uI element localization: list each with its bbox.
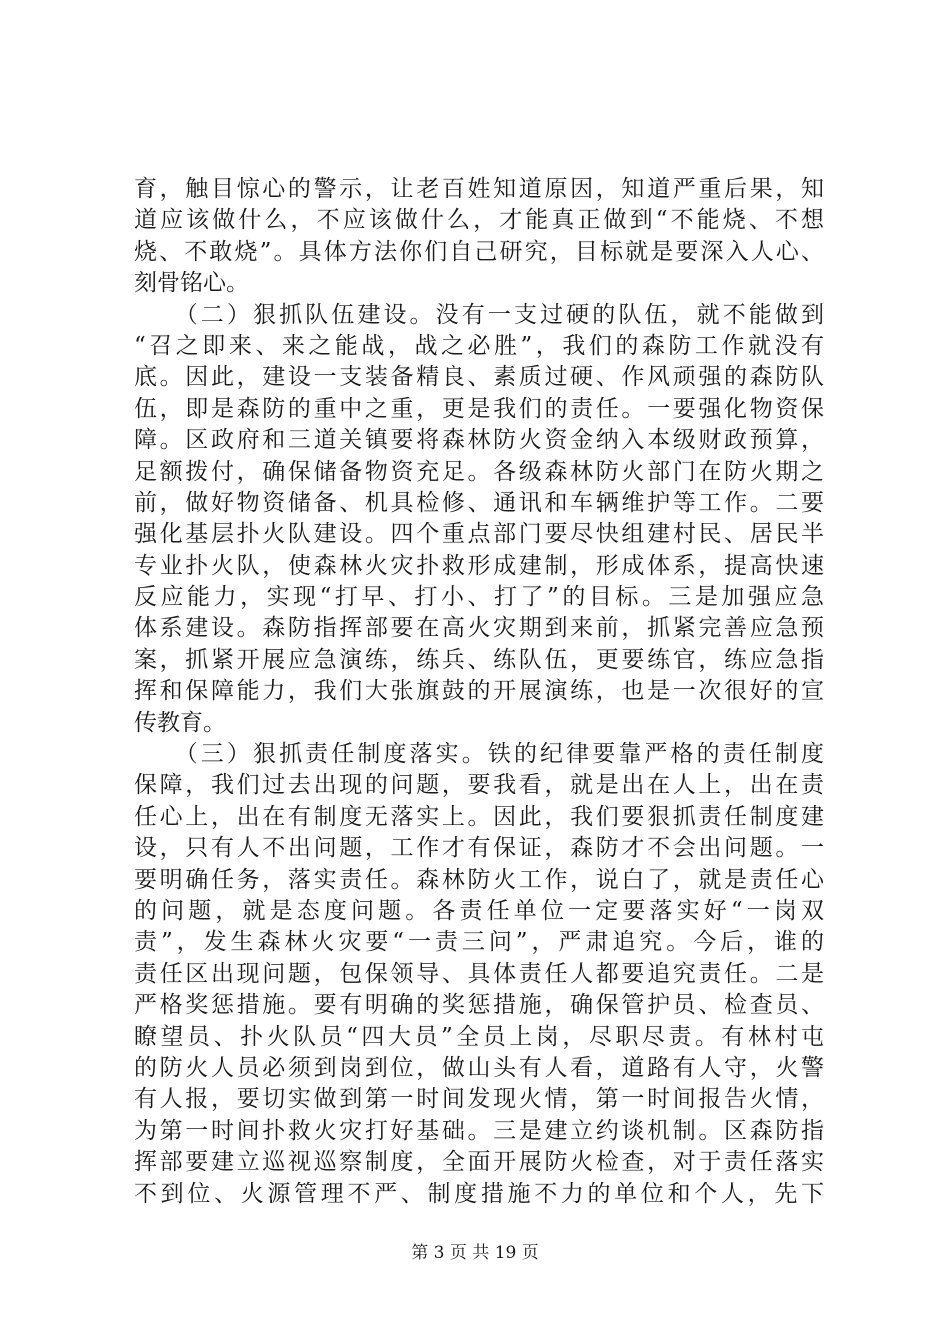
text-line: 反应能力，实现“打早、打小、打了”的目标。三是加强应急 [134, 584, 824, 611]
text-line: 前，做好物资储备、机具检修、通讯和车辆维护等工作。二要 [134, 489, 824, 516]
text-line: 设，只有人不出问题，工作才有保证，森防才不会出问题。一 [134, 835, 824, 862]
text-line: 伍，即是森防的重中之重，更是我们的责任。一要强化物资保 [134, 395, 824, 422]
text-line: 有人报，要切实做到第一时间发现火情，第一时间报告火情， [134, 1086, 824, 1113]
text-line: 的问题，就是态度问题。各责任单位一定要落实好“一岗双 [134, 897, 824, 924]
text-line: 不到位、火源管理不严、制度措施不力的单位和个人，先下 [134, 1180, 824, 1207]
text-line: 育，触目惊心的警示，让老百姓知道原因，知道严重后果，知 [134, 176, 824, 202]
text-line: 道应该做什么，不应该做什么，才能真正做到“不能烧、不想 [134, 207, 824, 234]
text-line: “召之即来、来之能战，战之必胜”，我们的森防工作就没有 [134, 332, 824, 359]
body-text [134, 174, 824, 1210]
text-line: 挥和保障能力，我们大张旗鼓的开展演练，也是一次很好的宣 [134, 678, 824, 705]
text-line: 强化基层扑火队建设。四个重点部门要尽快组建村民、居民半 [134, 521, 824, 548]
text-line: 为第一时间扑救火灾打好基础。三是建立约谈机制。区森防指 [134, 1117, 824, 1144]
text-line: 刻骨铭心。 [134, 270, 249, 297]
text-line: 挥部要建立巡视巡察制度，全面开展防火检查，对于责任落实 [134, 1149, 824, 1176]
text-line: 任心上，出在有制度无落实上。因此，我们要狠抓责任制度建 [134, 803, 824, 830]
page-footer: 第 3 页 共 19 页 [411, 1243, 539, 1263]
text-line: 案，抓紧开展应急演练，练兵、练队伍，更要练官，练应急指 [134, 646, 824, 673]
text-line: （二）狠抓队伍建设。没有一支过硬的队伍，就不能做到 [134, 301, 824, 328]
text-line: 底。因此，建设一支装备精良、素质过硬、作风顽强的森防队 [134, 364, 824, 391]
text-line: 责任区出现问题，包保领导、具体责任人都要追究责任。二是 [134, 960, 824, 987]
text-line: 要明确任务，落实责任。森林防火工作，说白了，就是责任心 [134, 866, 824, 893]
text-line: 足额拨付，确保储备物资充足。各级森林防火部门在防火期之 [134, 458, 824, 485]
text-line: （三）狠抓责任制度落实。铁的纪律要靠严格的责任制度 [134, 741, 824, 768]
text-line: 障。区政府和三道关镇要将森林防火资金纳入本级财政预算， [134, 427, 824, 454]
text-line: 专业扑火队，使森林火灾扑救形成建制，形成体系，提高快速 [134, 552, 824, 579]
text-line: 传教育。 [134, 709, 226, 736]
text-line: 的防火人员必须到岗到位，做山头有人看，道路有人守，火警 [134, 1054, 824, 1081]
text-line: 保障，我们过去出现的问题，要我看，就是出在人上，出在责 [134, 772, 824, 799]
text-line: 严格奖惩措施。要有明确的奖惩措施，确保管护员、检查员、 [134, 992, 824, 1019]
text-line: 体系建设。森防指挥部要在高火灾期到来前，抓紧完善应急预 [134, 615, 824, 642]
text-line: 烧、不敢烧”。具体方法你们自己研究，目标就是要深入人心、 [134, 238, 824, 265]
text-line: 责”，发生森林火灾要“一责三问”，严肃追究。今后，谁的 [134, 929, 824, 956]
text-line: 瞭望员、扑火队员“四大员”全员上岗，尽职尽责。有林村屯 [134, 1023, 824, 1050]
